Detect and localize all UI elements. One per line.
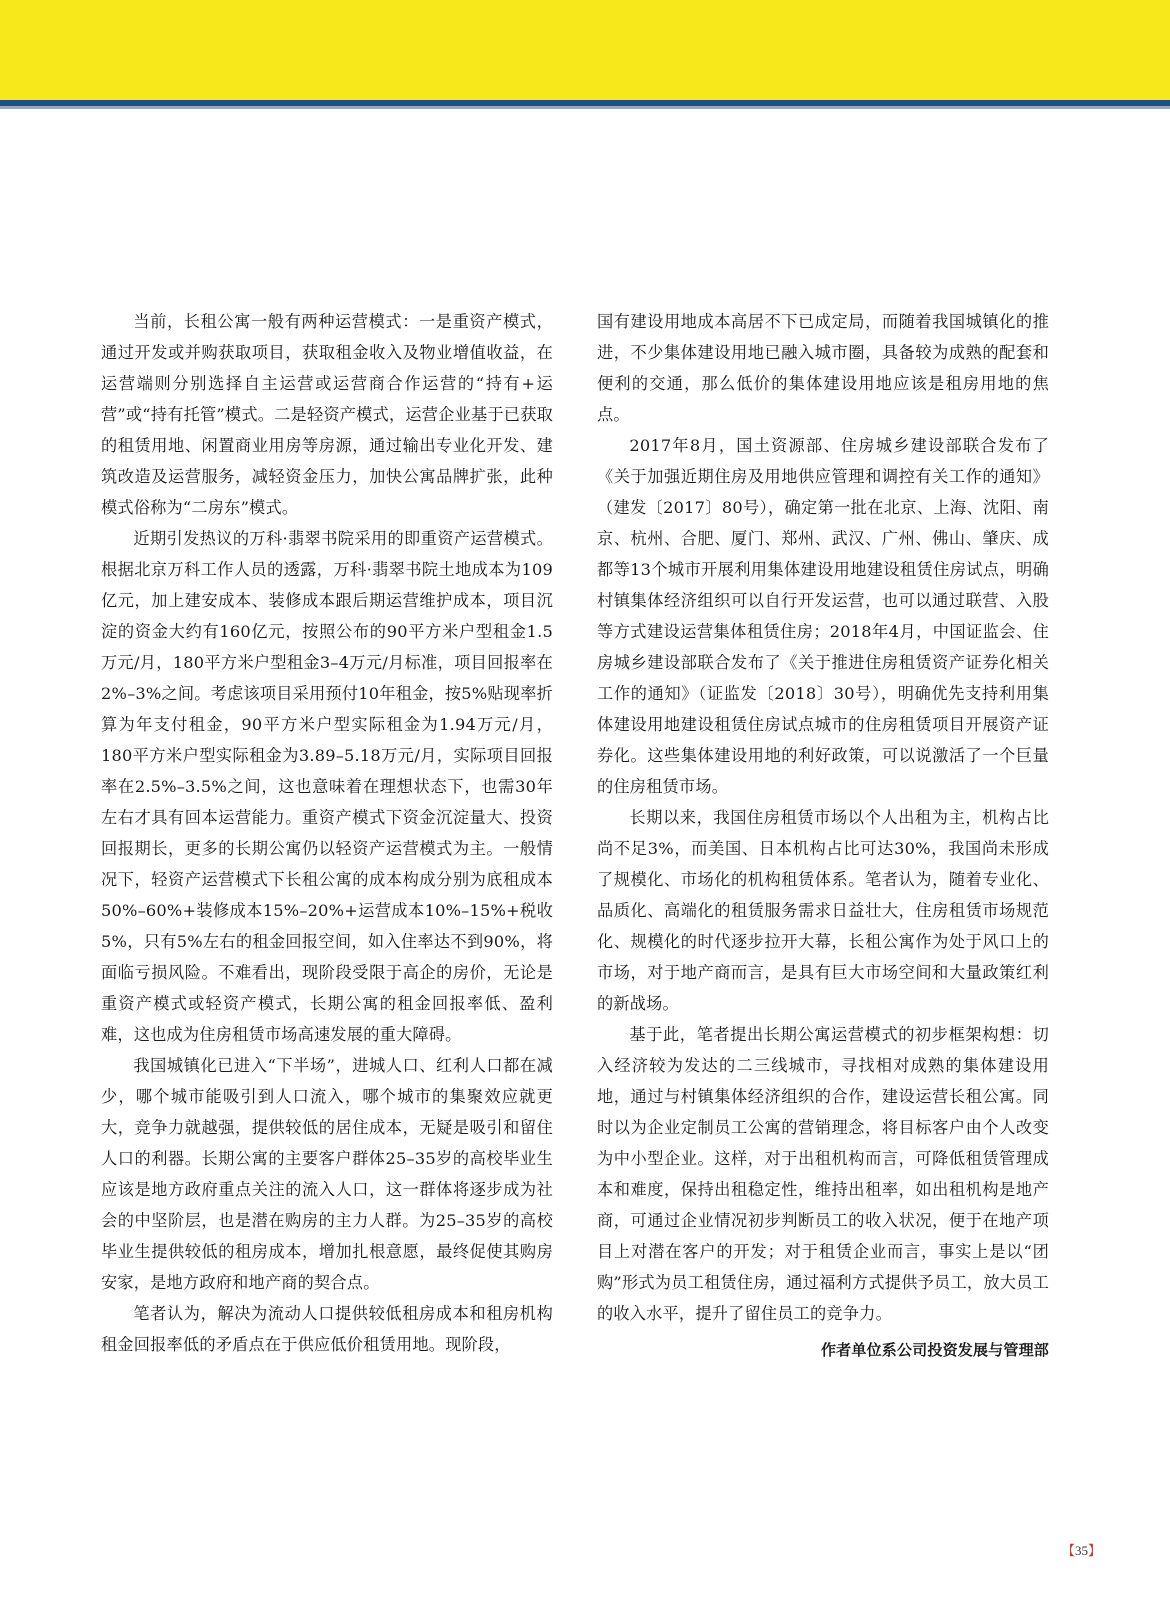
page-number <box>1062 1540 1101 1559</box>
paragraph: 我国城镇化已进入“下半场”，进城人口、红利人口都在减少，哪个城市能吸引到人口流入，哪个城市的集聚效应就更大，竞争力就越强，提供较低的居住成本，无疑是吸引和留住人口的利器。长期公寓的主要客户群体25–35岁的高校毕业生应该是地方政府重点关注的流入人口，这一群体将逐步成为社会的中坚阶层，也是潜在购房的主力人群。为25–35岁的高校毕业生提供较低的租房成本，增加扎根意愿，最终促使其购房安家，是地方政府和地产商的契合点。 <box>101 1056 553 1292</box>
paragraph: 基于此，笔者提出长期公寓运营模式的初步框架构想：切入经济较为发达的二三线城市，寻找相对成熟的集体建设用地，通过与村镇集体经济组织的合作，建设运营长租公寓。同时以为企业定制员工公寓的营销理念，将目标客户由个人改变为中小型企业。这样，对于出租机构而言，可降低租赁管理成本和难度，保持出租稳定性，维持出租率，如出租机构是地产商，可通过企业情况初步判断员工的收入状况，便于在地产项目上对潜在客户的开发；对于租赁企业而言，事实上是以“团购”形式为员工租赁住房，通过福利方式提供予员工，放大员工的收入水平，提升了留住员工的竞争力。 <box>597 1025 1049 1323</box>
header-gray-rule <box>0 106 1170 109</box>
article-column-right <box>597 306 1049 1366</box>
paragraph: 近期引发热议的万科·翡翠书院采用的即重资产运营模式。根据北京万科工作人员的透露，万科·翡翠书院土地成本为109亿元，加上建安成本、装修成本跟后期运营维护成本，项目沉淀的资金大约有160亿元，按照公布的90平方米户型租金1.5万元/月，180平方米户型租金3–4万元/月标准，项目回报率在2%–3%之间。考虑该项目采用预付10年租金，按5%贴现率折算为年支付租金，90平方米户型实际租金为1.94万元/月，180平方米户型实际租金为3.89–5.18万元/月，实际项目回报率在2.5%–3.5%之间，这也意味着在理想状态下，也需30年左右才具有回本运营能力。重资产模式下资金沉淀量大、投资回报期长，更多的长期公寓仍以轻资产运营模式为主。一般情况下，轻资产运营模式下长租公寓的成本构成分别为底租成本50%–60%+装修成本15%–20%+运营成本10%–15%+税收5%，只有5%左右的租金回报空间，如入住率达不到90%，将面临亏损风险。不难看出，现阶段受限于高企的房价，无论是重资产模式或轻资产模式，长期公寓的租金回报率低、盈利难，这也成为住房租赁市场高速发展的重大障碍。 <box>101 529 553 1044</box>
author-affiliation: 作者单位系公司投资发展与管理部 <box>820 1341 1049 1359</box>
paragraph: 当前，长租公寓一般有两种运营模式：一是重资产模式，通过开发或并购获取项目，获取租金收入及物业增值收益，在运营端则分别选择自主运营或运营商合作运营的“持有+运营”或“持有托管”模式。二是轻资产模式，运营企业基于已获取的租赁用地、闲置商业用房等房源，通过输出专业化开发、建筑改造及运营服务，减轻资金压力，加快公寓品牌扩张，此种模式俗称为“二房东”模式。 <box>101 312 553 517</box>
paragraph: 2017年8月，国土资源部、住房城乡建设部联合发布了《关于加强近期住房及用地供应管理和调控有关工作的通知》（建发〔2017〕80号），确定第一批在北京、上海、沈阳、南京、杭州、合肥、厦门、郑州、武汉、广州、佛山、肇庆、成都等13个城市开展利用集体建设用地建设租赁住房试点，明确村镇集体经济组织可以自行开发运营，也可以通过联营、入股等方式建设运营集体租赁住房；2018年4月，中国证监会、住房城乡建设部联合发布了《关于推进住房租赁资产证券化相关工作的通知》（证监发〔2018〕30号），明确优先支持利用集体建设用地建设租赁住房试点城市的住房租赁项目开展资产证券化。这些集体建设用地的利好政策，可以说激活了一个巨量的住房租赁市场。 <box>597 436 1049 796</box>
paragraph: 笔者认为，解决为流动人口提供较低租房成本和租房机构租金回报率低的矛盾点在于供应低价租赁用地。现阶段， <box>101 1304 553 1354</box>
paragraph: 长期以来，我国住房租赁市场以个人出租为主，机构占比尚不足3%，而美国、日本机构占比可达30%，我国尚未形成了规模化、市场化的机构租赁体系。笔者认为，随着专业化、品质化、高端化的租赁服务需求日益壮大，住房租赁市场规范化、规模化的时代逐步拉开大幕，长租公寓作为处于风口上的市场，对于地产商而言，是具有巨大市场空间和大量政策红利的新战场。 <box>597 808 1049 1013</box>
article-column-left <box>101 306 553 1360</box>
page-bracket-open: 【 <box>1062 1543 1076 1558</box>
page-number-value: 35 <box>1075 1543 1089 1558</box>
paragraph-continued: 国有建设用地成本高居不下已成定局，而随着我国城镇化的推进，不少集体建设用地已融入城市圈，具备较为成熟的配套和便利的交通，那么低价的集体建设用地应该是租房用地的焦点。 <box>597 312 1049 424</box>
page-bracket-close: 】 <box>1088 1543 1102 1558</box>
header-yellow-band <box>0 0 1170 100</box>
